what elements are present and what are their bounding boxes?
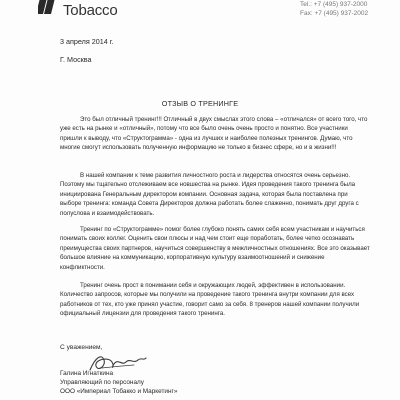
paragraph-1: Это был отличный тренинг!!! Отличный в двух смыслах этого слова – «отличался» от всего того, что уже есть на рынке и «отличный», потому что все было очень очень просто и понятно. Все участники пришли к выводу, что «Структограмма» - одна из лучших и наиболее полезных тренингов. Думаю, что многие смогут использовать полученную информацию не только в бизнес сфере, но и в жизни!!! xyxy=(60,116,368,152)
greeting: С уважением, xyxy=(60,344,103,351)
header-contacts xyxy=(300,0,368,18)
contact-fax: Fax: +7 (495) 937-2002 xyxy=(300,10,369,17)
logo-mark-icon xyxy=(38,0,60,16)
letter-date: 3 апреля 2014 г. xyxy=(60,37,114,46)
letter-title: ОТЗЫВ О ТРЕНИНГЕ xyxy=(161,99,239,108)
paragraph-2: В нашей компании к теме развития личностного роста и лидерства относятся очень серьезно. Поэтому мы тщательно отслеживаем все новшества на рынке. Идея проведения такого тренинга была инициирована Генеральным директором компании. Основная задача, которая была поставлена при выборе тренинга: команда Совета Директоров должна работать более слаженно, понимать друг друга с полуслова и взаимодействовать. xyxy=(60,172,359,217)
logo-text: Tobacco xyxy=(63,2,118,19)
signer-position: Управляющий по персоналу xyxy=(60,379,144,386)
signer-organization: ООО «Империал Тобакко и Маркетинг» xyxy=(60,388,178,395)
paragraph-3: Тренинг по «Структограмме» помог более глубоко понять самих себя всем участникам и научиться понимать своих коллег. Оценить свои плюсы и над чем стоит еще поработать, более четко осознавать преимущества своих партнеров, научиться совершенству в межличностных отношениях. Все это оказывает большое влияние на коммуникацию, корпоративную культуру взаимоотношений и снижение конфликтности. xyxy=(60,226,370,271)
contact-phone: Tel.: +7 (495) 937-2000 xyxy=(300,1,368,8)
paragraph-4: Тренинг очень прост в понимании себя и окружающих людей, эффективен в использовании. Количество запросов, которые мы получили на проведение такого тренинга внутри компании для всех работников от тех, кто уже принял участие, говорит само за себя. 8 тренеров нашей компании получили официальный лицензии для проведения такого тренинга. xyxy=(60,282,360,318)
letter-city: Г. Москва xyxy=(60,55,92,64)
signer-name: Галина Игнаткина xyxy=(60,370,114,377)
